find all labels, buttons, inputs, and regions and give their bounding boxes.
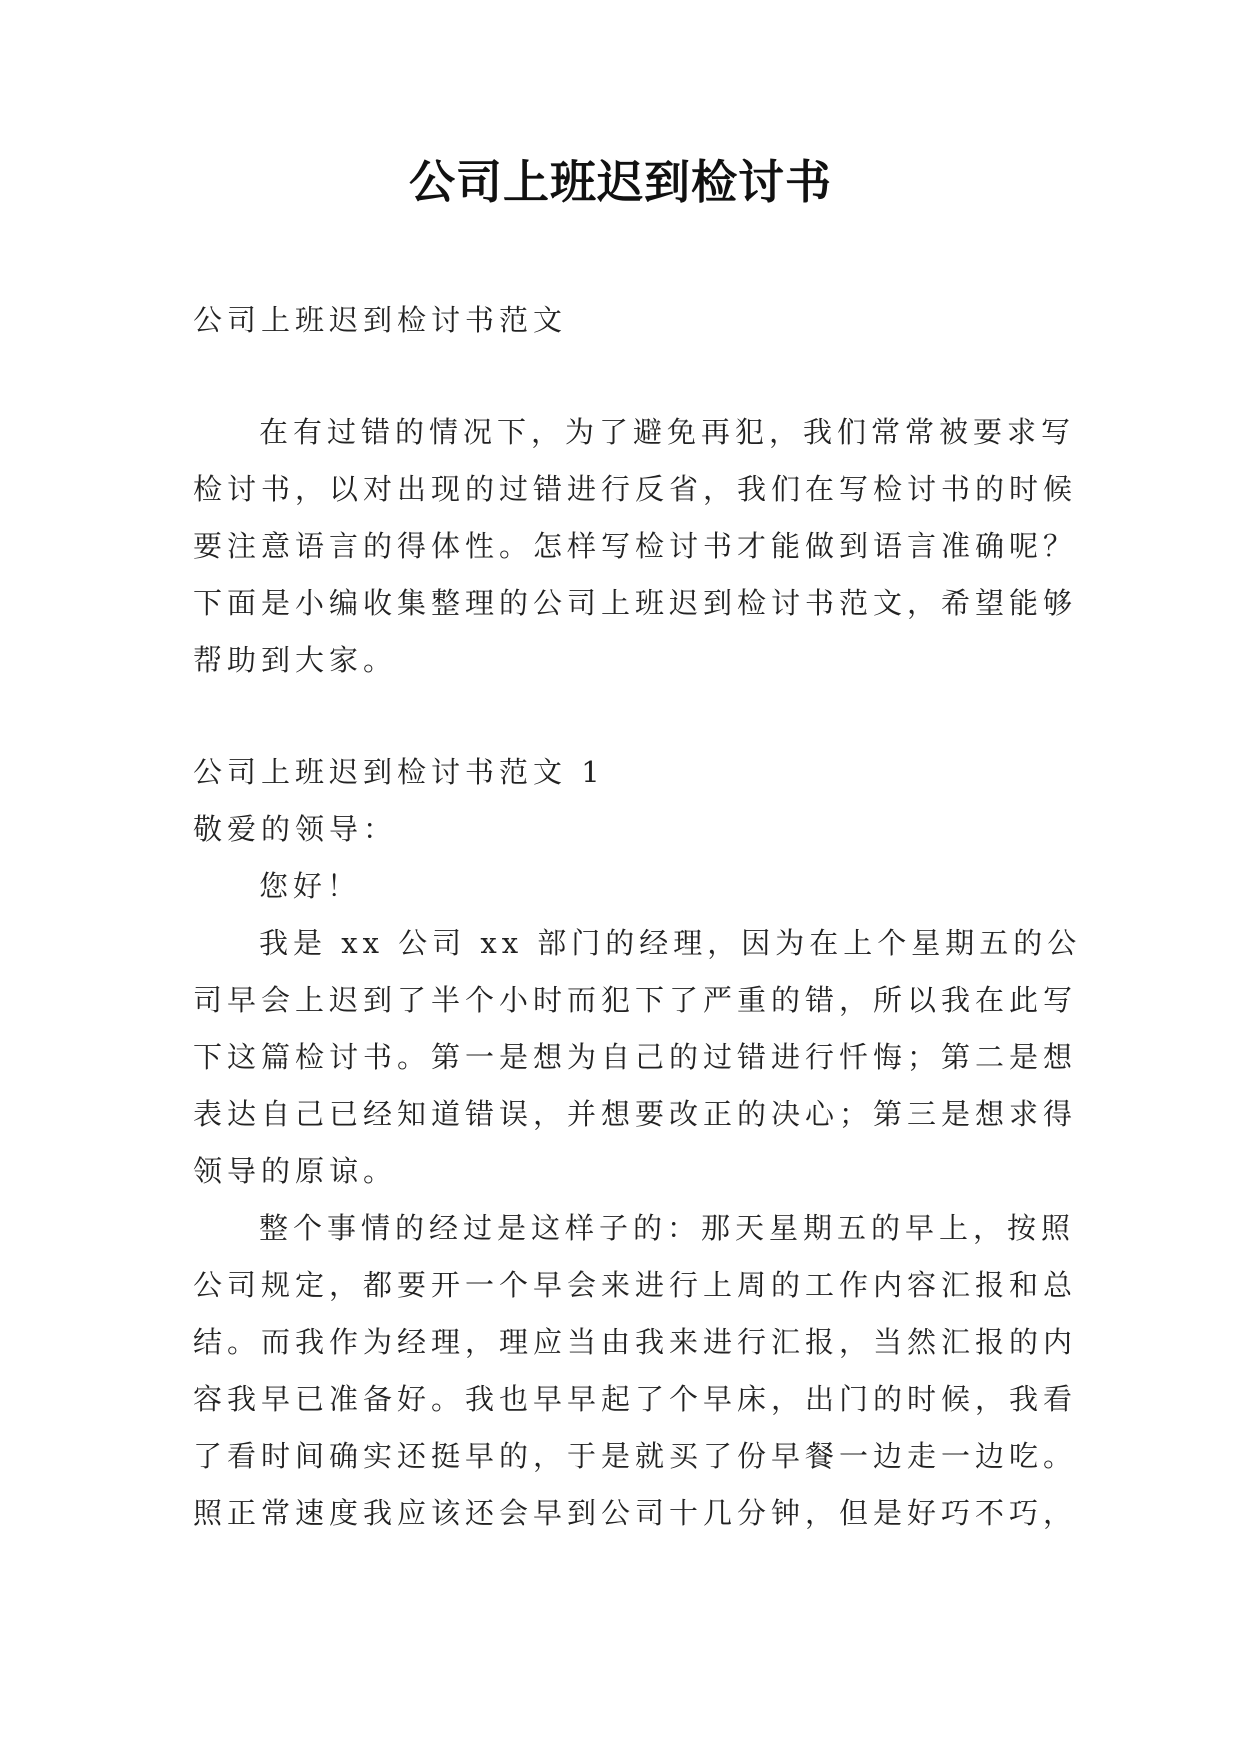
greeting: 您好！ bbox=[259, 869, 362, 903]
section-heading: 公司上班迟到检讨书范文 1 bbox=[193, 755, 605, 789]
spacer bbox=[193, 349, 1093, 404]
document-body bbox=[193, 292, 1093, 1542]
body-paragraph-2: 整个事情的经过是这样子的：那天星期五的早上，按照公司规定，都要开一个早会来进行上周的工作内容汇报和总结。而我作为经理，理应当由我来进行汇报，当然汇报的内容我早已准备好。我也早早起了个早床，出门的时候，我看了看时间确实还挺早的，于是就买了份早餐一边走一边吃。照正常速度我应该还会早到公司十几分钟，但是好巧不巧， bbox=[193, 1211, 1078, 1530]
document-subtitle: 公司上班迟到检讨书范文 bbox=[193, 303, 568, 337]
intro-paragraph: 在有过错的情况下，为了避免再犯，我们常常被要求写检讨书，以对出现的过错进行反省，我们在写检讨书的时候要注意语言的得体性。怎样写检讨书才能做到语言准确呢？下面是小编收集整理的公司上班迟到检讨书范文，希望能够帮助到大家。 bbox=[193, 415, 1078, 677]
salutation: 敬爱的领导： bbox=[193, 812, 398, 846]
body-paragraph-1: 我是 xx 公司 xx 部门的经理，因为在上个星期五的公司早会上迟到了半个小时而犯下了严重的错，所以我在此写下这篇检讨书。第一是想为自己的过错进行忏悔；第二是想表达自己已经知道错误，并想要改正的决心；第三是想求得领导的原谅。 bbox=[193, 926, 1082, 1188]
document-title: 公司上班迟到检讨书 bbox=[409, 155, 832, 209]
spacer bbox=[193, 689, 1093, 744]
